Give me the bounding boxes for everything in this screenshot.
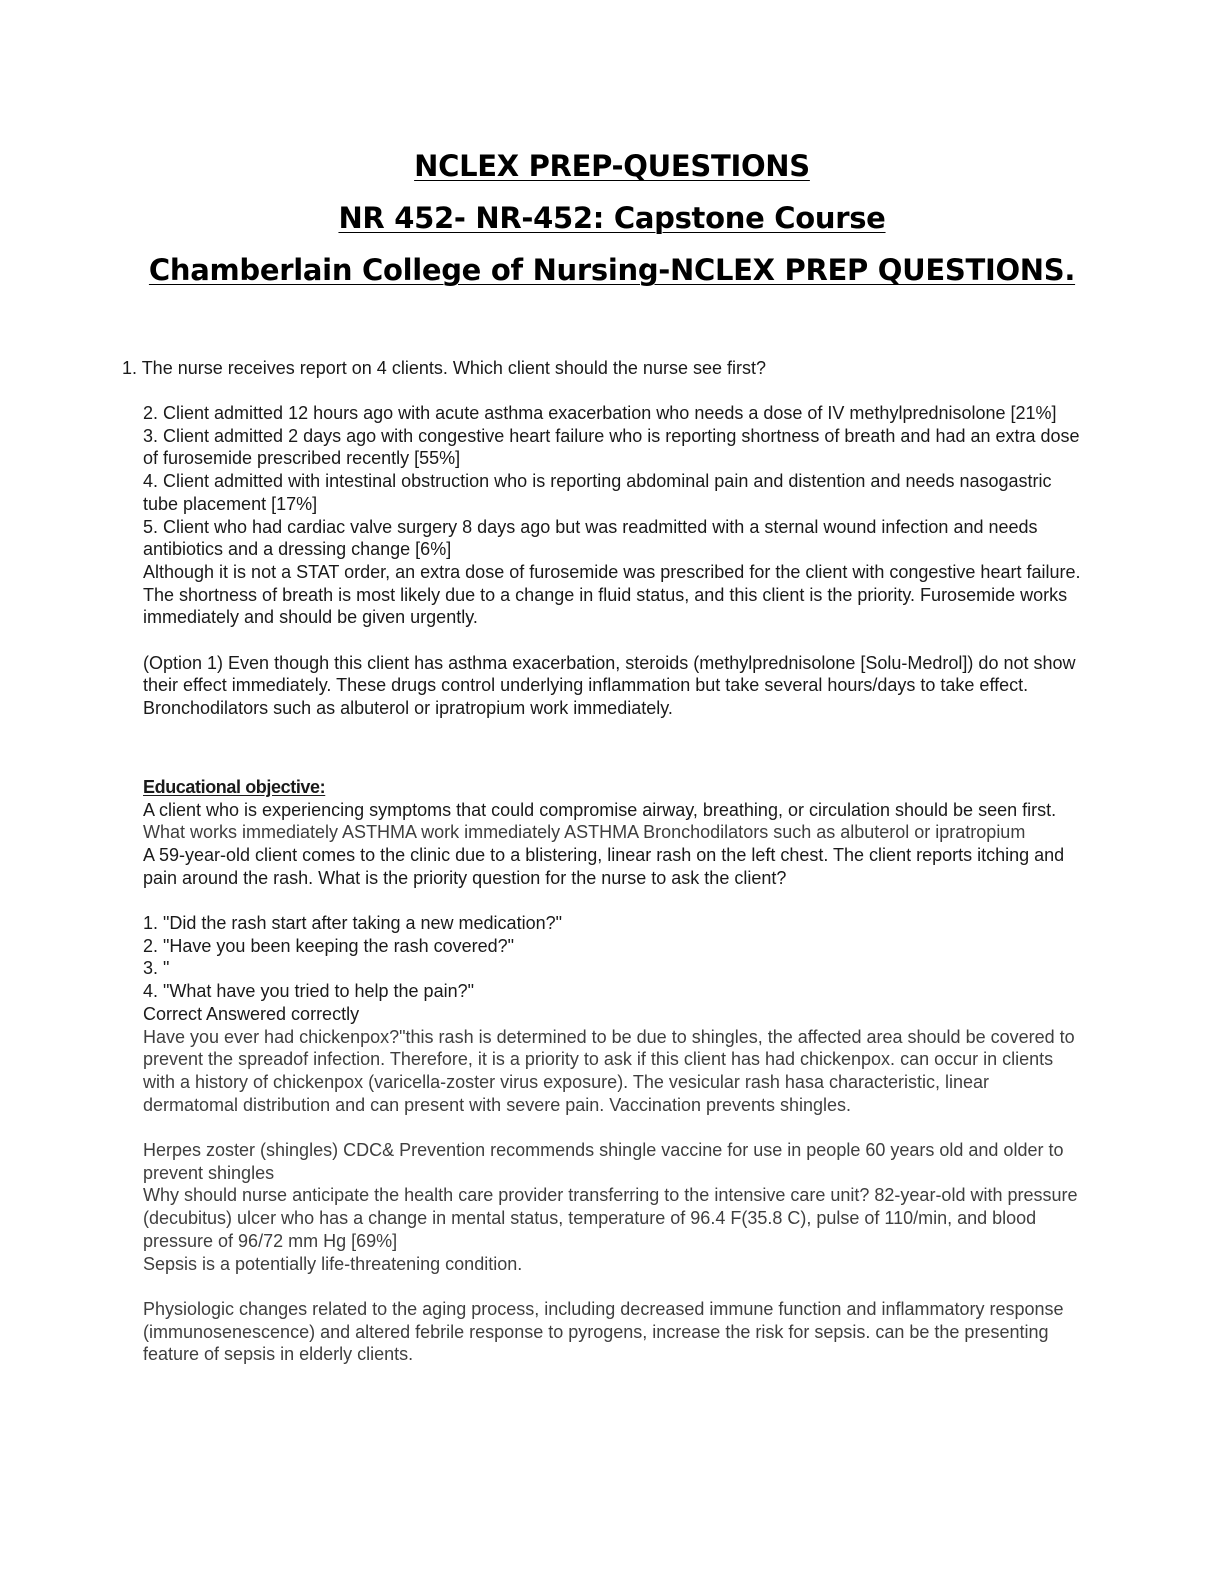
question-1-option-note: (Option 1) Even though this client has asthma exacerbation, steroids (methylprednisolone [Solu-Medrol]) do not show their effect immediately. These drugs control underlying inflammation but take several hours/days to take effect. Bronchodilators such as albuterol or ipratropium work immediately. — [143, 652, 1076, 719]
educational-objective-text: A client who is experiencing symptoms that could compromise airway, breathing, or circulation should be seen first. What works immediately ASTHMA work immediately ASTHMA Bronchodilators such as albuterol or ipratropium — [143, 799, 1057, 843]
college-title: Chamberlain College of Nursing-NCLEX PREP QUESTIONS. — [148, 253, 1076, 287]
question-2-option: 2. "Have you been keeping the rash covered?" — [143, 935, 515, 956]
document-header — [0, 140, 1224, 296]
question-1-option: 3. Client admitted 2 days ago with congestive heart failure who is reporting shortness of breath and had an extra dose of furosemide prescribed recently [55%] — [143, 425, 1080, 469]
question-3-explanation: Physiologic changes related to the aging process, including decreased immune function and inflammatory response (immunosenescence) and altered febrile response to pyrogens, increase the risk for sepsis. can be the presenting feature of sepsis in elderly clients. — [143, 1298, 1064, 1365]
question-1-stem: 1. The nurse receives report on 4 clients. Which client should the nurse see first? — [122, 358, 766, 378]
educational-objective-heading: Educational objective: — [143, 776, 326, 797]
question-1-rationale: Although it is not a STAT order, an extra dose of furosemide was prescribed for the client with congestive heart failure. The shortness of breath is most likely due to a change in fluid status, and this client is the priority. Furosemide works immediately and should be given urgently. — [143, 561, 1081, 628]
page-title: NCLEX PREP-QUESTIONS — [414, 149, 810, 183]
question-3-stem: Why should nurse anticipate the health care provider transferring to the intensive care unit? 82-year-old with pressure (decubitus) ulcer who has a change in mental status, temperature of 96.4 F(35.8 C), pulse of 110/min, and blood pressure of 96/72 mm Hg [69%] — [143, 1185, 1078, 1251]
question-1-option: 5. Client who had cardiac valve surgery 8 days ago but was readmitted with a sternal wound infection and needs antibiotics and a dressing change [6%] — [143, 516, 1038, 560]
question-1-option: 4. Client admitted with intestinal obstruction who is reporting abdominal pain and distention and needs nasogastric tube placement [17%] — [143, 471, 1052, 514]
course-title: NR 452- NR-452: Capstone Course — [338, 201, 886, 235]
question-2-option: 1. "Did the rash start after taking a new medication?" — [143, 913, 562, 934]
document-body — [143, 357, 1088, 1366]
question-2-stem: A 59-year-old client comes to the clinic due to a blistering, linear rash on the left chest. The client reports itching and pain around the rash. What is the priority question for the nurse to ask the client? — [143, 844, 1065, 888]
question-1-option: 2. Client admitted 12 hours ago with acute asthma exacerbation who needs a dose of IV methylprednisolone [21%] — [143, 403, 1057, 423]
question-2-option: 3. " — [143, 958, 170, 979]
question-3-answer: Sepsis is a potentially life-threatening condition. — [143, 1253, 523, 1274]
question-2-result: Correct Answered correctly — [143, 1003, 360, 1024]
question-2-note: Herpes zoster (shingles) CDC& Prevention recommends shingle vaccine for use in people 60 years old and older to prevent shingles — [143, 1140, 1064, 1183]
question-2-explanation: Have you ever had chickenpox?"this rash is determined to be due to shingles, the affected area should be covered to prevent the spreadof infection. Therefore, it is a priority to ask if this client has had chickenpox. can occur in clients with a history of chickenpox (varicella-zoster virus exposure). The vesicular rash hasa characteristic, linear dermatomal distribution and can present with severe pain. Vaccination prevents shingles. — [143, 1026, 1075, 1115]
question-2-option: 4. "What have you tried to help the pain?" — [143, 981, 474, 1002]
